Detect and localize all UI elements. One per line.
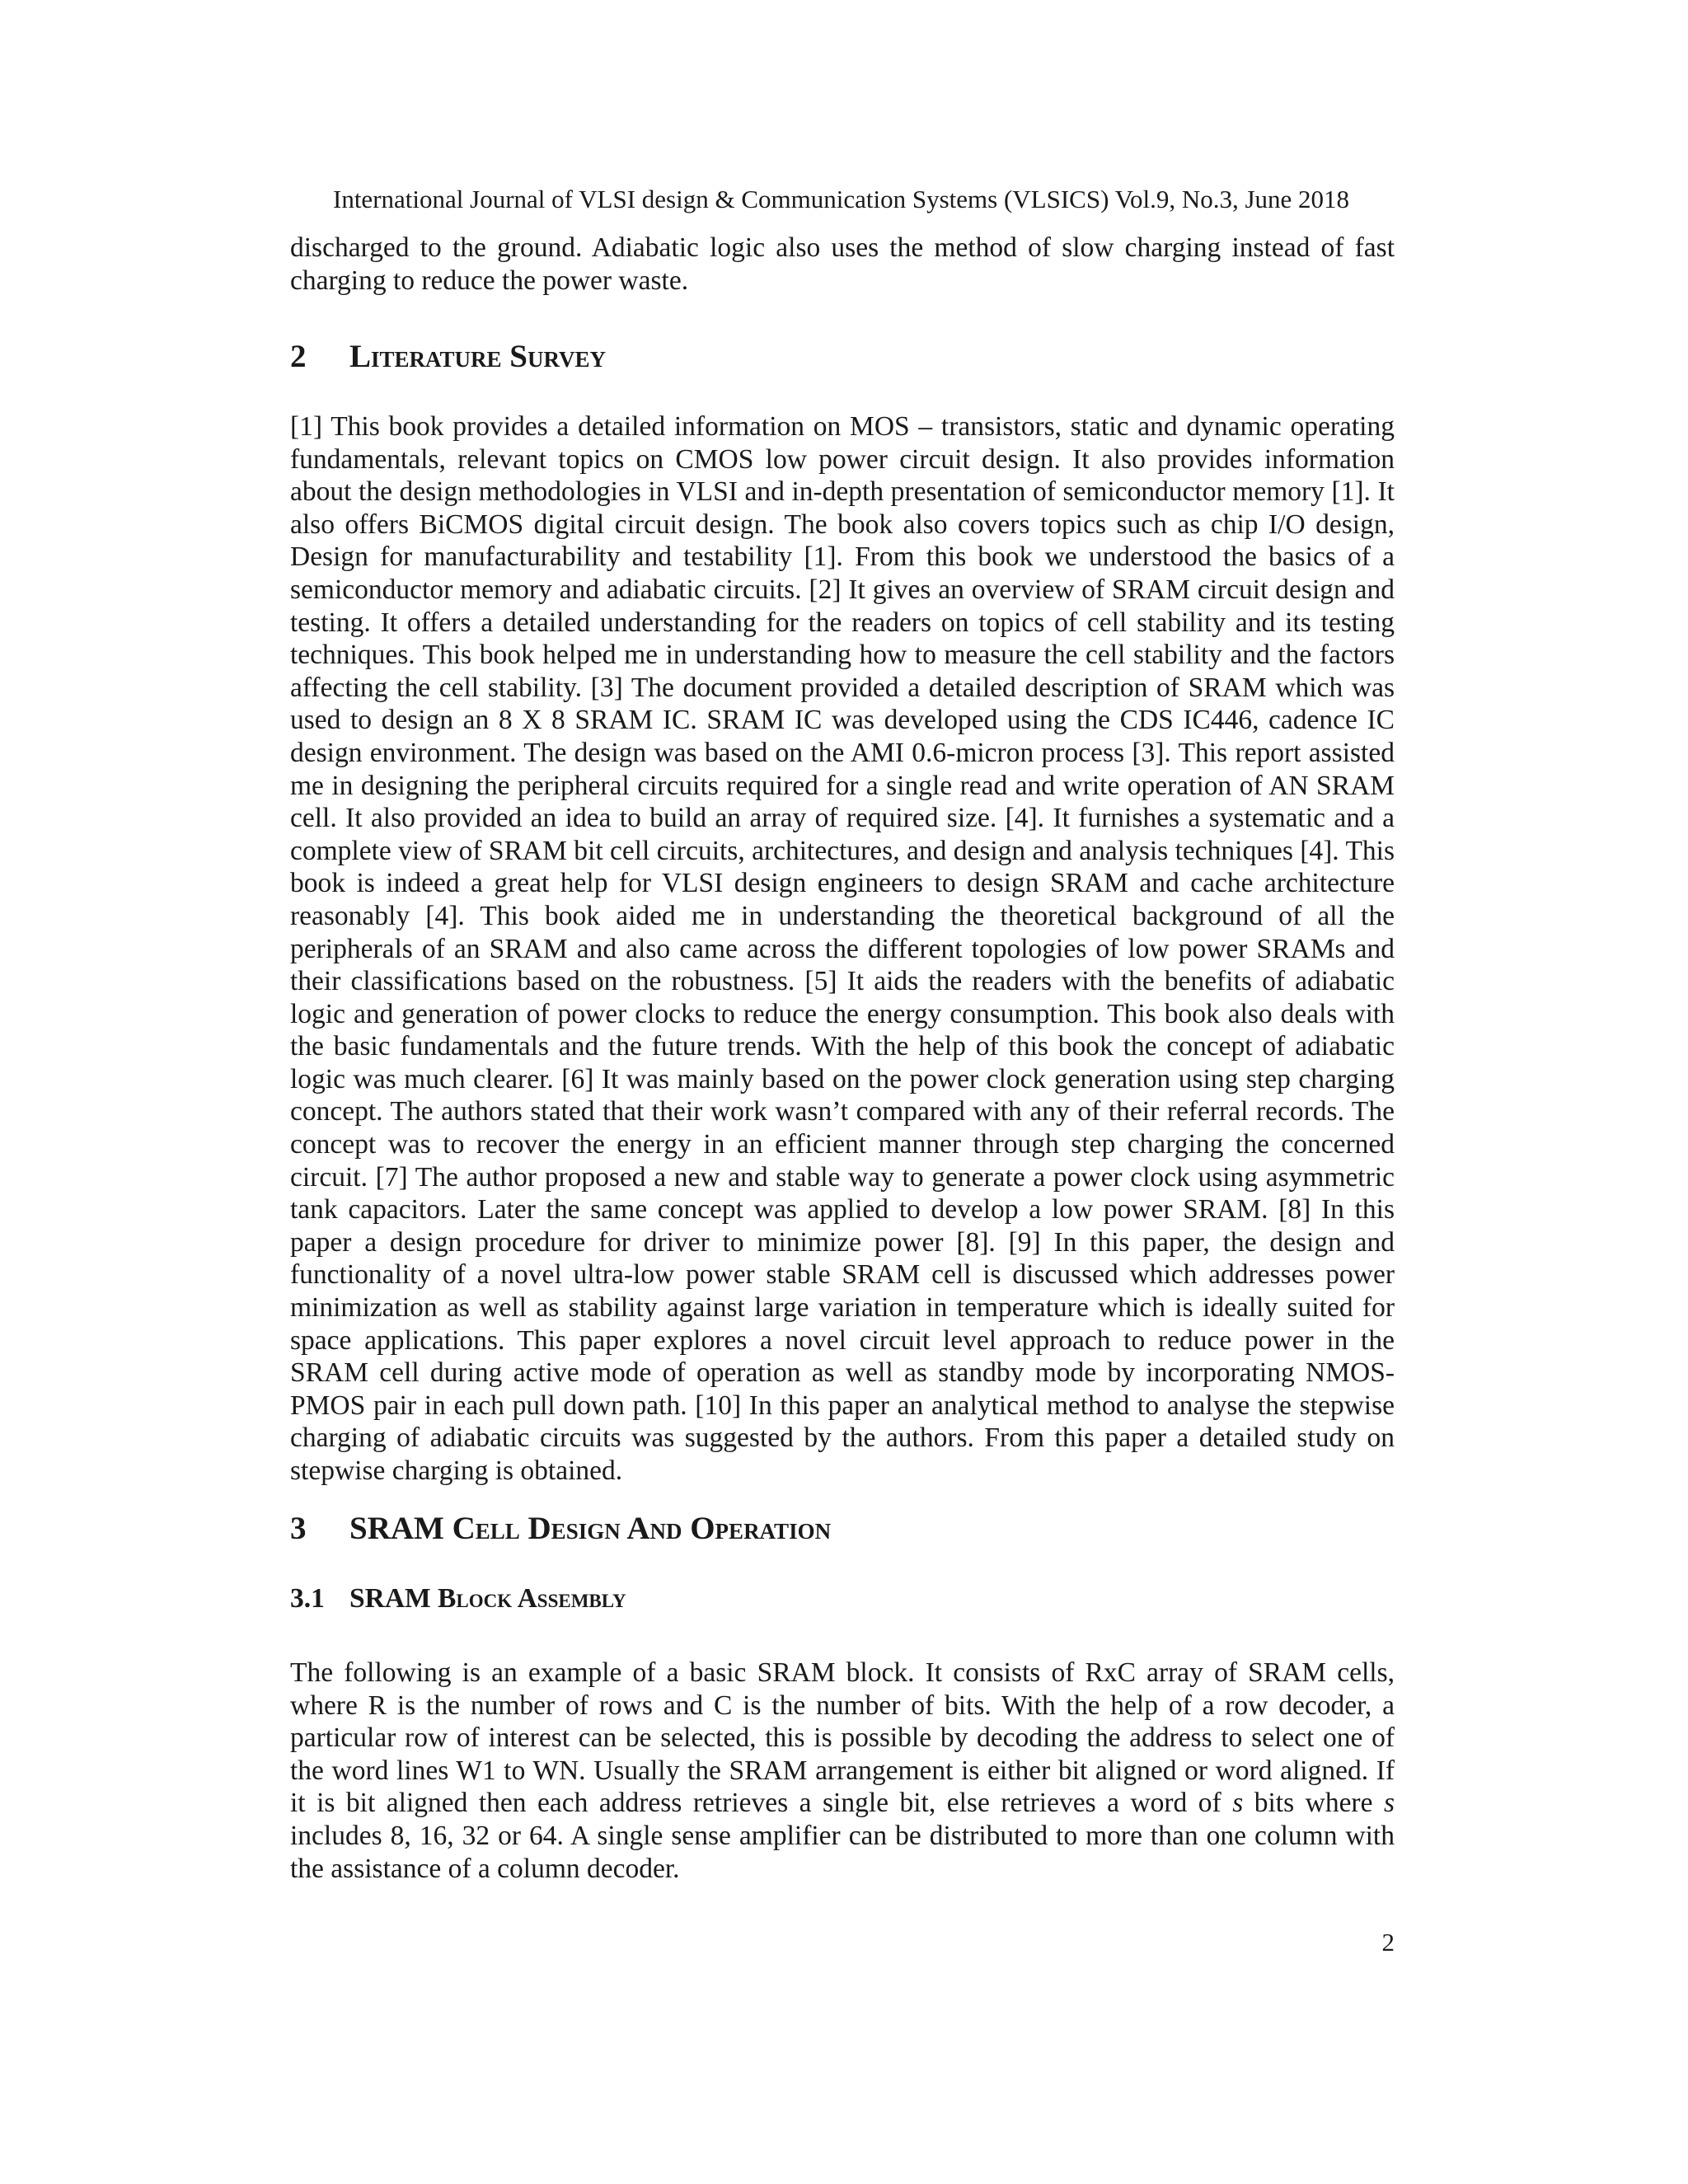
running-header: International Journal of VLSI design & Communication Systems (VLSICS) Vol.9, No.3, June 2018 <box>333 185 1350 213</box>
section-3-heading <box>290 1510 831 1548</box>
sram-block-paragraph <box>290 1657 1395 1885</box>
literature-survey-paragraph: [1] This book provides a detailed information on MOS – transistors, static and dynamic operating fundamentals, relevant topics on CMOS low power circuit design. It also provides information about the design methodologies in VLSI and in-depth presentation of semiconductor memory [1]. It also offers BiCMOS digital circuit design. The book also covers topics such as chip I/O design, Design for manufacturability and testability [1]. From this book we understood the basics of a semiconductor memory and adiabatic circuits. [2] It gives an overview of SRAM circuit design and testing. It offers a detailed understanding for the readers on topics of cell stability and its testing techniques. This book helped me in understanding how to measure the cell stability and the factors affecting the cell stability. [3] The document provided a detailed description of SRAM which was used to design an 8 X 8 SRAM IC. SRAM IC was developed using the CDS IC446, cadence IC design environment. The design was based on the AMI 0.6-micron process [3]. This report assisted me in designing the peripheral circuits required for a single read and write operation of AN SRAM cell. It also provided an idea to build an array of required size. [4]. It furnishes a systematic and a complete view of SRAM bit cell circuits, architectures, and design and analysis techniques [4]. This book is indeed a great help for VLSI design engineers to design SRAM and cache architecture reasonably [4]. This book aided me in understanding the theoretical background of all the peripherals of an SRAM and also came across the different topologies of low power SRAMs and their classifications based on the robustness. [5] It aids the readers with the benefits of adiabatic logic and generation of power clocks to reduce the energy consumption. This book also deals with the basic fundamentals and the future trends. With the help of this book the concept of adiabatic logic was much clearer. [6] It was mainly based on the power clock generation using step charging concept. The authors stated that their work wasn’t compared with any of their referral records. The concept was to recover the energy in an efficient manner through step charging the concerned circuit. [7] The author proposed a new and stable way to generate a power clock using asymmetric tank capacitors. Later the same concept was applied to develop a low power SRAM. [8] In this paper a design procedure for driver to minimize power [8]. [9] In this paper, the design and functionality of a novel ultra-low power stable SRAM cell is discussed which addresses power minimization as well as stability against large variation in temperature which is ideally suited for space applications. This paper explores a novel circuit level approach to reduce power in the SRAM cell during active mode of operation as well as standby mode by incorporating NMOS-PMOS pair in each pull down path. [10] In this paper an analytical method to analyse the stepwise charging of adiabatic circuits was suggested by the authors. From this paper a detailed study on stepwise charging is obtained. <box>290 411 1395 1486</box>
italic-s-symbol: s <box>1383 1788 1395 1819</box>
section-3-number: 3 <box>290 1511 307 1546</box>
subsection-3-1-title: SRAM Block Assembly <box>349 1583 626 1614</box>
sram-paragraph-text-1: The following is an example of a basic SRAM block. It consists of RxC array of SRAM cells, where R is the number of rows and C is the number of bits. With the help of a row decoder, a particular row of interest can be selected, this is possible by decoding the address to select one of the word lines W1 to WN. Usually the SRAM arrangement is either bit aligned or word aligned. If it is bit aligned then each address retrieves a single bit, else retrieves a word of <box>290 1657 1395 1819</box>
subsection-3-1-heading <box>290 1582 626 1615</box>
page-number: 2 <box>1381 1928 1395 1957</box>
sram-paragraph-text-2: bits where <box>1243 1788 1384 1819</box>
sram-paragraph-text-3: includes 8, 16, 32 or 64. A single sense amplifier can be distributed to more than one column with the assistance of a column decoder. <box>290 1820 1395 1884</box>
section-2-number: 2 <box>290 339 307 374</box>
italic-s-symbol: s <box>1232 1788 1244 1819</box>
subsection-3-1-number: 3.1 <box>290 1583 325 1614</box>
section-3-title: SRAM Cell Design And Operation <box>349 1511 832 1546</box>
section-2-title: Literature Survey <box>349 339 607 374</box>
intro-paragraph: discharged to the ground. Adiabatic logic also uses the method of slow charging instead of fast charging to reduce the power waste. <box>290 232 1395 296</box>
section-2-heading <box>290 338 606 376</box>
